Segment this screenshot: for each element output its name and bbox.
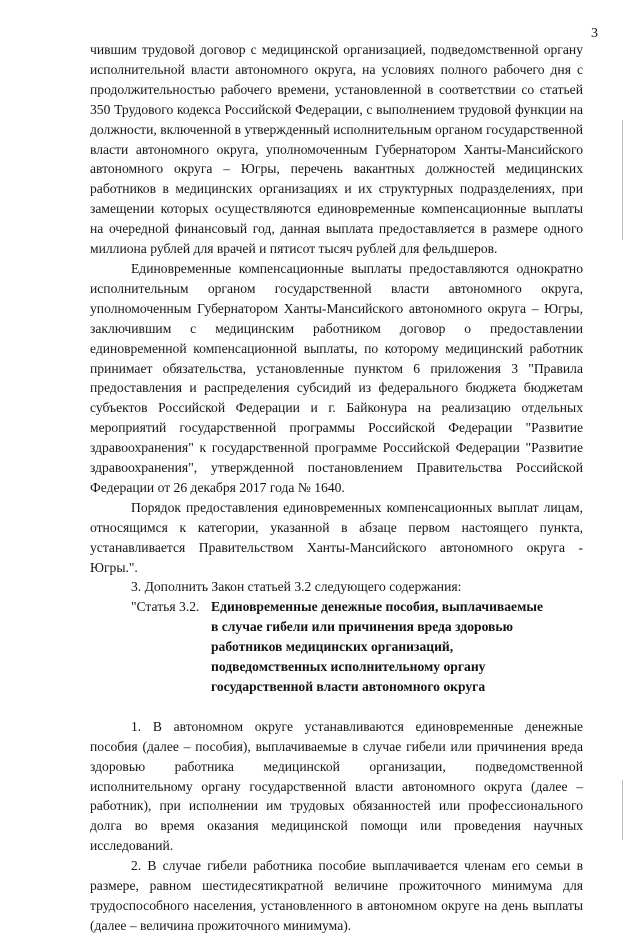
article-label: "Статья 3.2. [131,599,200,615]
article-title: Единовременные денежные пособия, выплачиваемые в случае гибели или причинения вреда здоровью работников медицинских организаций, подведомственных исполнительному органу государственной власти автономного округа [211,599,543,694]
scan-edge-line [622,120,623,240]
article-paragraph-2: 2. В случае гибели работника пособие выплачивается членам его семьи в размере, равном шестидесятикратной величине прожиточного минимума для трудоспособного населения, установленного в автономном округе на день выплаты (далее – величина прожиточного минимума). [90,858,583,933]
paragraph-amendment: 3. Дополнить Закон статьей 3.2 следующего содержания: [131,579,462,595]
paragraph-lump-sum-payments: Единовременные компенсационные выплаты предоставляются однократно исполнительным органом государственной власти автономного округа, уполномоченным Губернатором Ханты-Мансийского автономного округа – Югры, заключившим с медицинским работником договор о предоставлении единовременной компенсационной выплаты, по которому медицинский работник принимает обязательства, установленные пунктом 6 приложения 3 "Правила предоставления и распределения субсидий из федерального бюджета бюджетам субъектов Российской Федерации и г. Байконура на реализацию отдельных мероприятий государственной программы Российской Федерации "Развитие здравоохранения" к государственной программе Российской Федерации "Развитие здравоохранения", утвержденной постановлением Правительства Российской Федерации от 26 декабря 2017 года № 1640. [90,260,583,495]
paragraph-continuation: чившим трудовой договор с медицинской организацией, подведомственной органу исполнительной власти автономного округа, на условиях полного рабочего дня с продолжительностью рабочего времени, установленной в соответствии со статьей 350 Трудового кодекса Российской Федерации, с выполнением трудовой функции на должности, включенной в утвержденный исполнительным органом государственной власти автономного округа, уполномоченным Губернатором Ханты-Мансийского автономного округа – Югры, перечень вакантных должностей медицинских работников в медицинских организациях и их структурных подразделениях, при замещении которых осуществляются единовременные компенсационные выплаты на очередной финансовый год, данная выплата предоставляется в размере одного миллиона рублей для врачей и пятисот тысяч рублей для фельдшеров. [90,42,583,257]
spacer [90,697,583,717]
document-body [90,40,583,936]
scan-edge-line-lower [622,780,623,840]
article-paragraph-1: 1. В автономном округе устанавливаются единовременные денежные пособия (далее – пособия), выплачиваемые в случае гибели или причинения вреда здоровью работника медицинской организации, подведомственной исполнительному органу государственной власти автономного округа (далее – работник), при исполнении им трудовых обязанностей или профессионального долга во время оказания медицинской помощи или проведения научных исследований. [90,718,583,854]
paragraph-procedure: Порядок предоставления единовременных компенсационных выплат лицам, относящимся к категории, указанной в абзаце первом настоящего пункта, устанавливается Правительством Ханты-Мансийского автономного округа - Югры.". [90,499,583,575]
page-number: 3 [591,26,598,41]
